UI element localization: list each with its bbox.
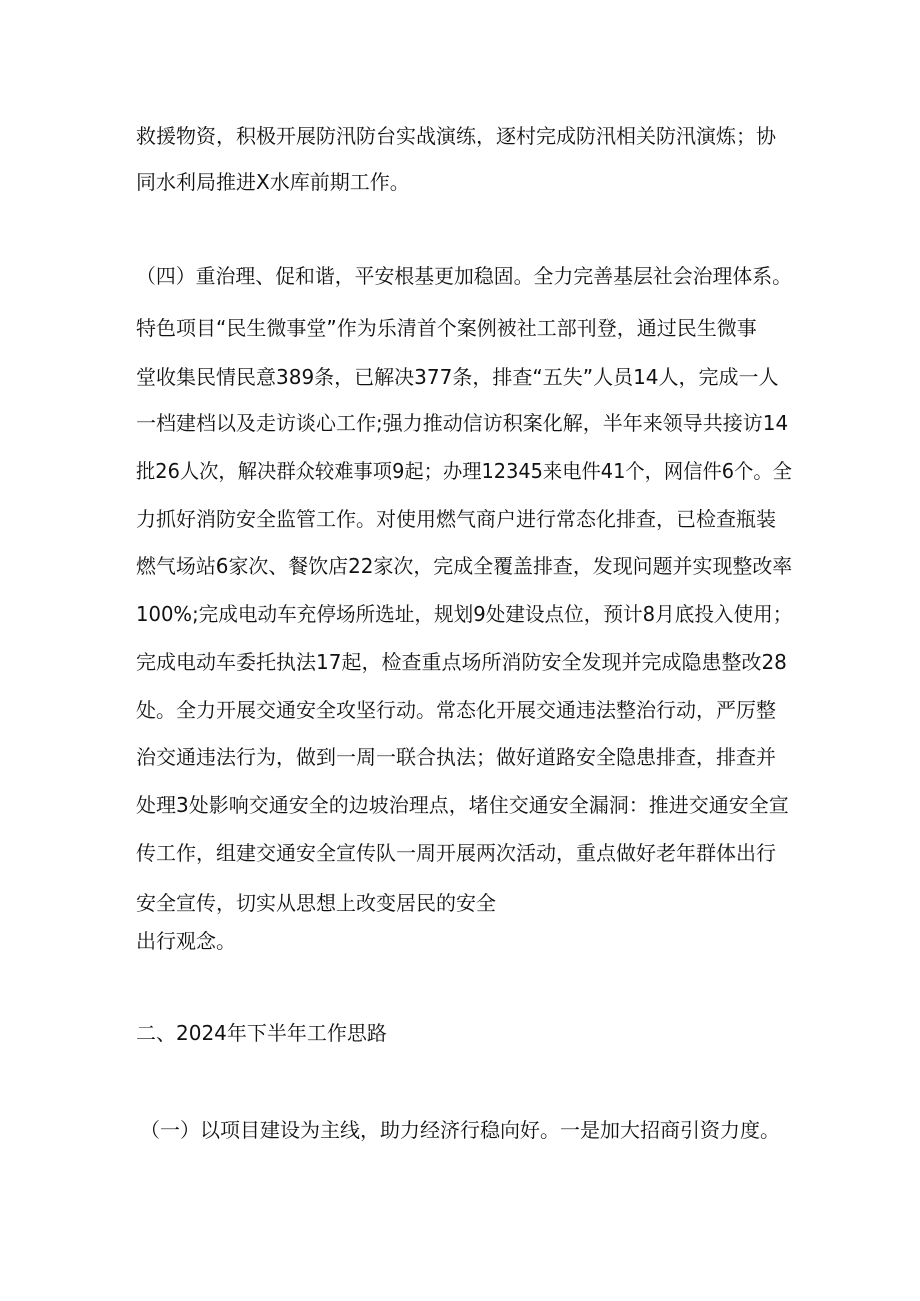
text-line: 处理3处影响交通安全的边坡治理点，堵住交通安全漏洞：推进交通安全宣: [136, 793, 789, 817]
text-line: 力抓好消防安全监管工作。对使用燃气商户进行常态化排查，已检查瓶装: [136, 507, 776, 531]
text-line: 特色项目“民生微事堂”作为乐清首个案例被社工部刊登，通过民生微事: [136, 316, 757, 340]
text-line: 一档建档以及走访谈心工作;强力推动信访积案化解，半年来领导共接访14: [136, 411, 789, 435]
text-line: 堂收集民情民意389条，已解决377条，排查“五失”人员14人，完成一人: [136, 365, 779, 389]
text-line: 完成电动车委托执法17起，检查重点场所消防安全发现并完成隐患整改28: [136, 650, 787, 674]
section-heading: （一）以项目建设为主线，助力经济行稳向好。一是加大招商引资力度。: [140, 1118, 780, 1142]
text-line: 100%;完成电动车充停场所选址，规划9处建设点位，预计8月底投入使用；: [136, 602, 793, 626]
text-line: 处。全力开展交通安全攻坚行动。常态化开展交通违法整治行动，严厉整: [136, 698, 776, 722]
text-line: 安全宣传，切实从思想上改变居民的安全: [136, 891, 496, 915]
text-line: 批26人次，解决群众较难事项9起；办理12345来电件41个，网信件6个。全: [136, 459, 792, 483]
text-line: 出行观念。: [136, 929, 236, 953]
section-heading: （四）重治理、促和谐，平安根基更加稳固。全力完善基层社会治理体系。: [136, 264, 792, 288]
chapter-heading: 二、2024年下半年工作思路: [136, 1021, 387, 1045]
text-line: 救援物资，积极开展防汛防台实战演练，逐村完成防汛相关防汛演炼；协: [136, 124, 776, 148]
text-line: 治交通违法行为，做到一周一联合执法；做好道路安全隐患排查，排查并: [136, 745, 776, 769]
text-line: 同水利局推进X水库前期工作。: [136, 170, 410, 194]
text-line: 燃气场站6家次、餐饮店22家次，完成全覆盖排查，发现问题并实现整改率: [136, 554, 793, 578]
text-line: 传工作，组建交通安全宣传队一周开展两次活动，重点做好老年群体出行: [136, 841, 776, 865]
